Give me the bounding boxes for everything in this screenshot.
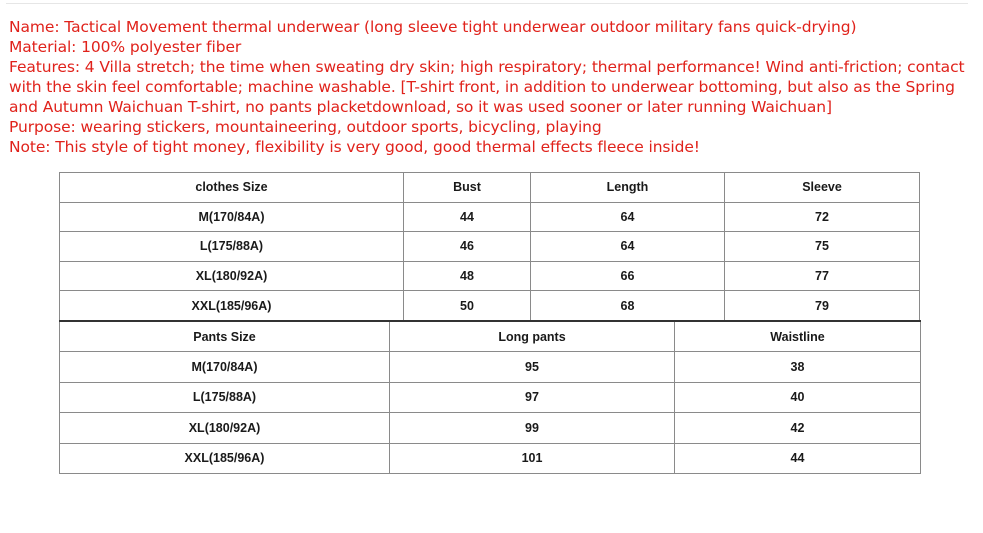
header-cell: Waistline <box>675 321 921 352</box>
table-row <box>60 202 920 232</box>
waistline-cell: 40 <box>675 382 921 412</box>
description-line: Name: Tactical Movement thermal underwear (long sleeve tight underwear outdoor military fans quick-drying) <box>9 18 857 36</box>
size-cell: L(175/88A) <box>60 382 390 412</box>
table-row <box>60 443 921 473</box>
sleeve-cell: 77 <box>725 261 920 291</box>
description-line: and Autumn Waichuan T-shirt, no pants placketdownload, so it was used sooner or later running Waichuan] <box>9 98 832 116</box>
header-cell: Length <box>531 173 725 203</box>
sleeve-cell: 72 <box>725 202 920 232</box>
bust-cell: 44 <box>404 202 531 232</box>
pants-size-table <box>59 320 921 474</box>
length-cell: 64 <box>531 232 725 262</box>
product-description <box>9 17 969 157</box>
table-row <box>60 291 920 321</box>
bust-cell: 46 <box>404 232 531 262</box>
long-pants-cell: 99 <box>390 413 675 443</box>
length-cell: 68 <box>531 291 725 321</box>
size-cell: M(170/84A) <box>60 352 390 382</box>
waistline-cell: 42 <box>675 413 921 443</box>
length-cell: 66 <box>531 261 725 291</box>
long-pants-cell: 97 <box>390 382 675 412</box>
waistline-cell: 44 <box>675 443 921 473</box>
size-cell: XXL(185/96A) <box>60 291 404 321</box>
table-header-row <box>60 173 920 203</box>
sleeve-cell: 79 <box>725 291 920 321</box>
clothes-size-table <box>59 172 920 321</box>
table-header-row <box>60 321 921 352</box>
size-cell: XL(180/92A) <box>60 413 390 443</box>
long-pants-cell: 101 <box>390 443 675 473</box>
header-cell: Long pants <box>390 321 675 352</box>
description-line: Features: 4 Villa stretch; the time when sweating dry skin; high respiratory; thermal performance! Wind anti-friction; contact <box>9 58 965 76</box>
long-pants-cell: 95 <box>390 352 675 382</box>
sleeve-cell: 75 <box>725 232 920 262</box>
size-cell: XXL(185/96A) <box>60 443 390 473</box>
waistline-cell: 38 <box>675 352 921 382</box>
description-line: with the skin feel comfortable; machine washable. [T-shirt front, in addition to underwear bottoming, but also as the Spring <box>9 78 955 96</box>
header-cell: Bust <box>404 173 531 203</box>
size-cell: M(170/84A) <box>60 202 404 232</box>
table-row <box>60 232 920 262</box>
table-row <box>60 261 920 291</box>
table-row <box>60 413 921 443</box>
bust-cell: 50 <box>404 291 531 321</box>
description-line: Material: 100% polyester fiber <box>9 38 242 56</box>
length-cell: 64 <box>531 202 725 232</box>
size-cell: XL(180/92A) <box>60 261 404 291</box>
size-cell: L(175/88A) <box>60 232 404 262</box>
description-line: Note: This style of tight money, flexibility is very good, good thermal effects fleece inside! <box>9 138 700 156</box>
table-row <box>60 352 921 382</box>
description-line: Purpose: wearing stickers, mountaineering, outdoor sports, bicycling, playing <box>9 118 602 136</box>
top-divider <box>6 3 968 4</box>
table-row <box>60 382 921 412</box>
header-cell: clothes Size <box>60 173 404 203</box>
bust-cell: 48 <box>404 261 531 291</box>
header-cell: Sleeve <box>725 173 920 203</box>
header-cell: Pants Size <box>60 321 390 352</box>
